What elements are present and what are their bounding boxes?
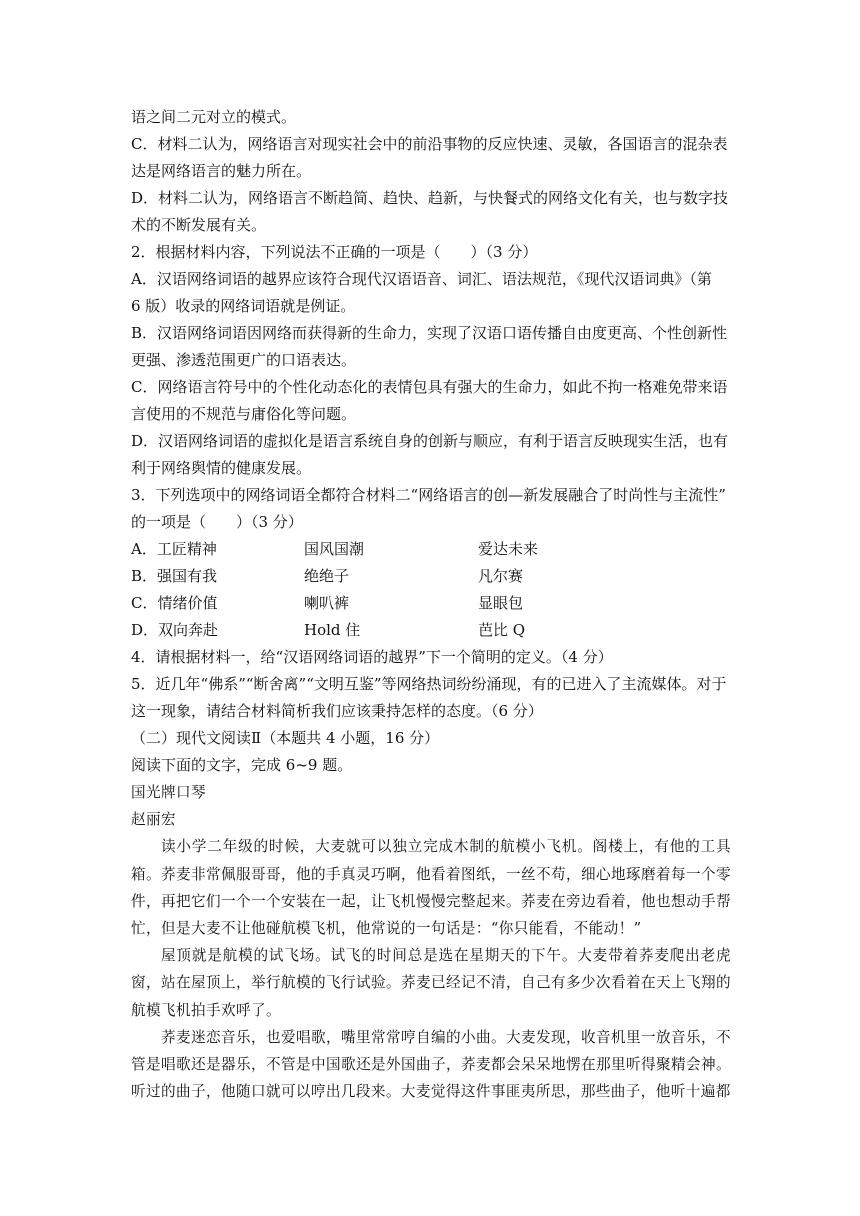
- question-3: 3．下列选项中的网络词语全都符合材料二“网络语言的创—新发展融合了时尚性与主流性”: [131, 486, 726, 504]
- passage-author: 赵丽宏: [131, 811, 176, 829]
- option-cell: 芭比 Q: [478, 621, 526, 639]
- paragraph: 读小学二年级的时候，大麦就可以独立完成木制的航模小飞机。阁楼上，有他的工具箱。荞麦非常佩服哥哥，他的手真灵巧啊，他看着图纸，一丝不苟，细心地琢磨着每一个零件，再把它们一个一个安装在一起，让飞机慢慢完整起来。荞麦在旁边看着，他也想动手帮忙，但是大麦不让他碰航模飞机，他常说的一句话是：“你只能看，不能动！”: [131, 838, 731, 938]
- text-line: 更强、渗透范围更广的口语表达。: [131, 351, 357, 369]
- option-d-line: D．材料二认为，网络语言不断趋简、趋快、趋新，与快餐式的网络文化有关，也与数字技: [131, 189, 729, 207]
- text-line: 这一现象，请结合材料简析我们应该秉持怎样的态度。（6 分）: [131, 702, 543, 720]
- option-cell: 爱达未来: [478, 540, 539, 558]
- option-c-line: C．材料二认为，网络语言对现实社会中的前沿事物的反应快速、灵敏，各国语言的混杂表: [131, 135, 728, 153]
- paragraph: 荞麦迷恋音乐，也爱唱歌，嘴里常常哼自编的小曲。大麦发现，收音机里一放音乐，不管是唱歌还是器乐，不管是中国歌还是外国曲子，荞麦都会呆呆地愣在那里听得聚精会神。听过的曲子，他随口就可以哼出几段来。大麦觉得这件事匪夷所思，那些曲子，他听十遍都: [131, 1028, 731, 1101]
- option-a-line: A．汉语网络词语的越界应该符合现代汉语语音、词汇、语法规范，《现代汉语词典》（第: [131, 270, 712, 288]
- option-cell: B．强国有我: [131, 567, 218, 585]
- option-cell: A．工匠精神: [131, 540, 217, 558]
- option-cell: 显眼包: [478, 594, 524, 612]
- option-row-a: [131, 536, 731, 563]
- text-line: 6 版）收录的网络词语就是例证。: [131, 297, 356, 315]
- text-line: 利于网络舆情的健康发展。: [131, 459, 312, 477]
- text-line: 术的不断发展有关。: [131, 216, 267, 234]
- option-row-c: [131, 590, 731, 617]
- option-cell: C．情绪价值: [131, 594, 218, 612]
- questions-top: [131, 104, 731, 536]
- option-cell: Hold 住: [304, 621, 361, 639]
- instruction: 阅读下面的文字，完成 6~9 题。: [131, 756, 353, 774]
- paragraph: 屋顶就是航模的试飞场。试飞的时间总是选在星期天的下午。大麦带着荞麦爬出老虎窗，站在屋顶上，举行航模的飞行试验。荞麦已经记不清，自己有多少次看着在天上飞翔的航模飞机拍手欢呼了。: [131, 947, 731, 1019]
- question-3-options: [131, 536, 731, 644]
- text-line: 言使用的不规范与庸俗化等问题。: [131, 405, 357, 423]
- option-row-b: [131, 563, 731, 590]
- option-c-line: C．网络语言符号中的个性化动态化的表情包具有强大的生命力，如此不拘一格难免带来语: [131, 378, 728, 396]
- section-heading: （二）现代文阅读Ⅱ（本题共 4 小题，16 分）: [131, 729, 440, 747]
- text-line: 达是网络语言的魅力所在。: [131, 162, 312, 180]
- option-d-line: D．汉语网络词语的虚拟化是语言系统自身的创新与顺应，有利于语言反映现实生活，也有: [131, 432, 729, 450]
- document-page: [131, 104, 731, 1105]
- question-2: 2．根据材料内容，下列说法不正确的一项是（ ）（3 分）: [131, 243, 538, 261]
- option-cell: 凡尔赛: [478, 567, 524, 585]
- option-row-d: [131, 617, 731, 644]
- text-line: 语之间二元对立的模式。: [131, 108, 297, 126]
- reading-passage: [131, 779, 731, 1105]
- option-cell: 绝绝子: [304, 567, 350, 585]
- option-cell: D．双向奔赴: [131, 621, 219, 639]
- text-line: 的一项是（ ）（3 分）: [131, 513, 303, 531]
- question-5: 5．近几年“佛系”“断舍离”“文明互鉴”等网络热词纷纷涌现，有的已进入了主流媒体。对于: [131, 675, 727, 693]
- questions-mid: [131, 644, 731, 779]
- passage-title: 国光牌口琴: [131, 784, 206, 801]
- option-b-line: B．汉语网络词语因网络而获得新的生命力，实现了汉语口语传播自由度更高、个性创新性: [131, 324, 728, 342]
- option-cell: 国风国潮: [304, 540, 365, 558]
- question-4: 4．请根据材料一，给“汉语网络词语的越界”下一个简明的定义。（4 分）: [131, 648, 613, 666]
- option-cell: 喇叭裤: [304, 594, 350, 612]
